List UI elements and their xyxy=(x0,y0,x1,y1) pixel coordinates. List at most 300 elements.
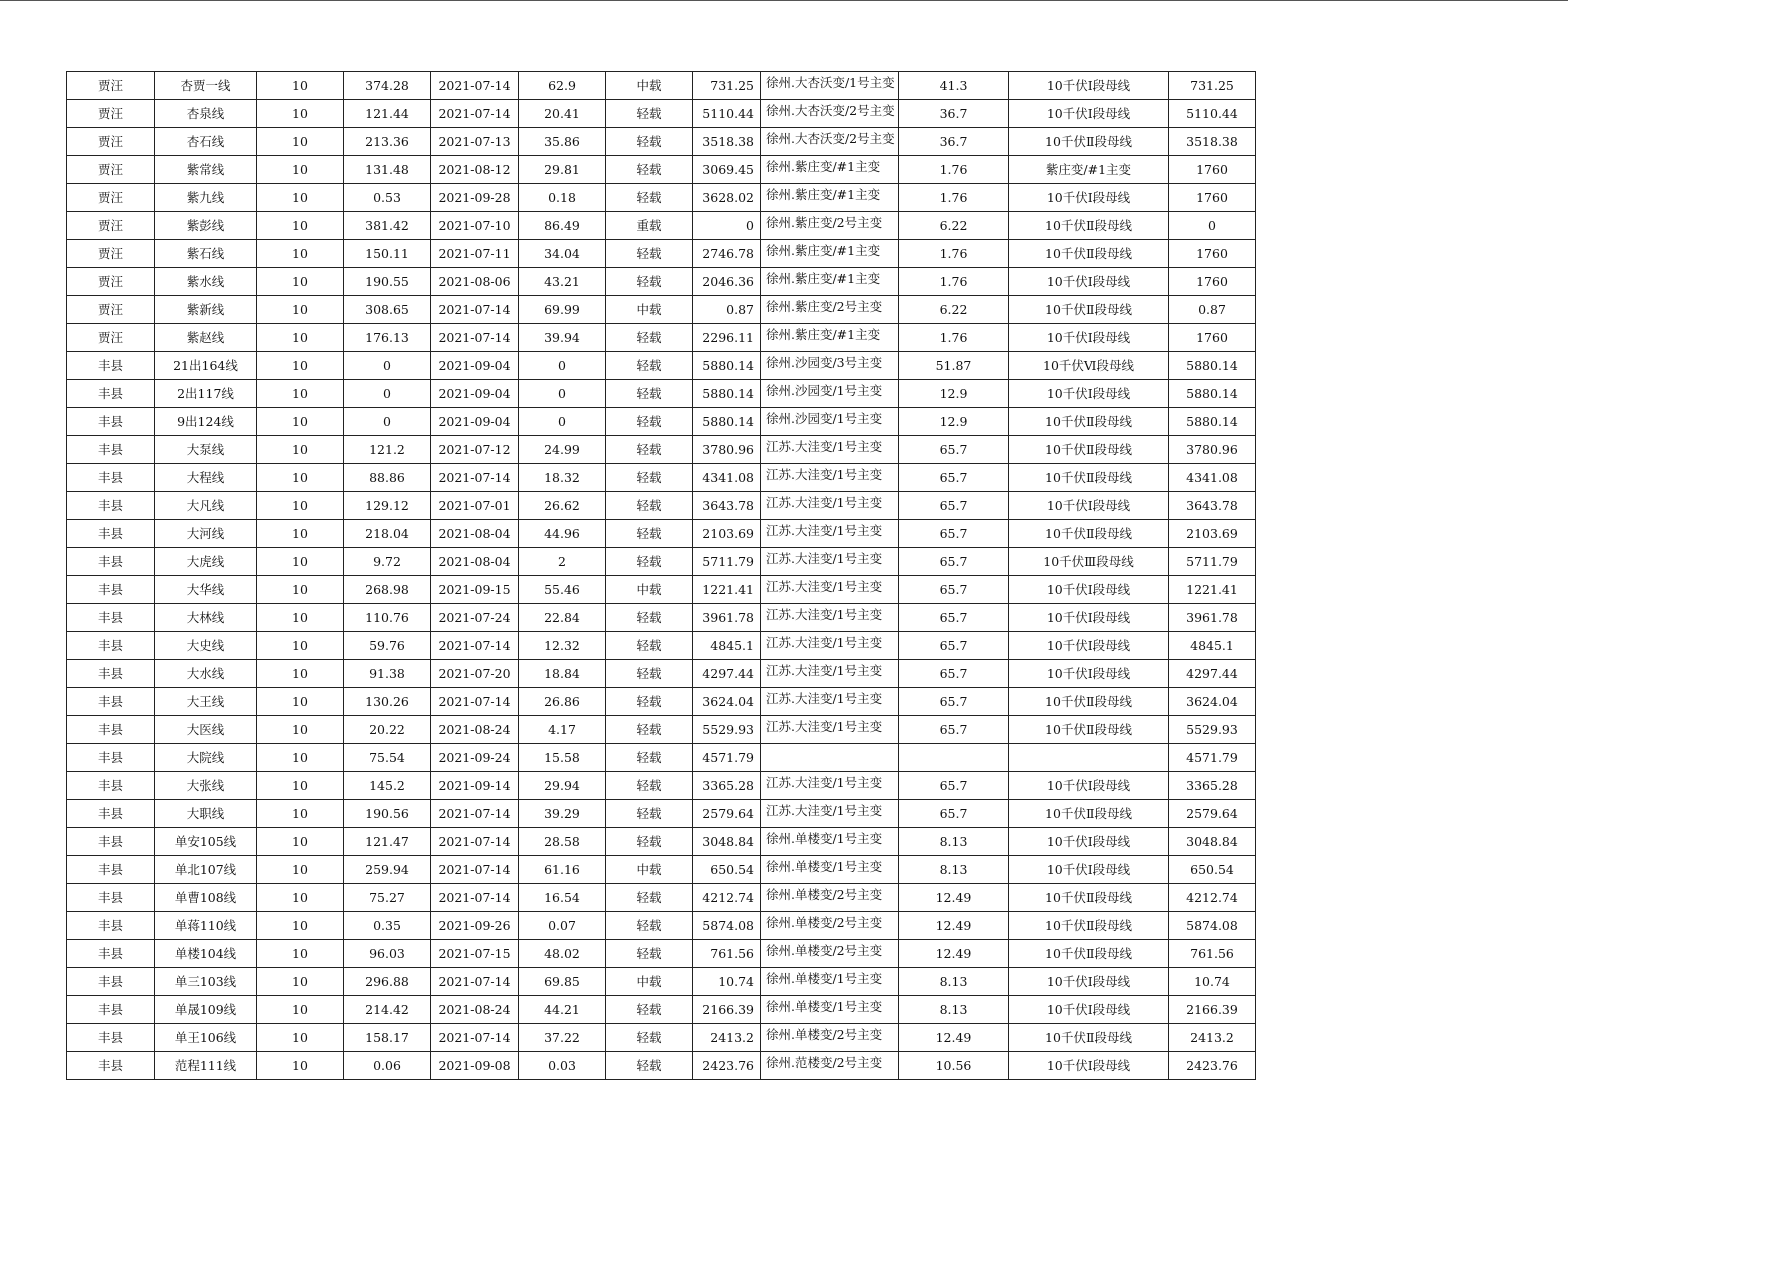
transformer-text: 徐州.大杏沃变/1号主变 xyxy=(766,75,895,90)
load-status-cell: 轻载 xyxy=(606,548,693,576)
table-row xyxy=(67,492,1256,520)
transformer-text: 徐州.紫庄变/#1主变 xyxy=(766,271,881,286)
transformer-text: 江苏.大洼变/1号主变 xyxy=(766,523,883,538)
load-rate-cell: 44.96 xyxy=(519,520,606,548)
capacity-cell: 5880.14 xyxy=(1169,380,1256,408)
district-cell: 丰县 xyxy=(67,1024,155,1052)
available-capacity-cell: 3628.02 xyxy=(693,184,761,212)
capacity-cell: 3518.38 xyxy=(1169,128,1256,156)
voltage-cell: 10 xyxy=(257,632,344,660)
voltage-cell: 10 xyxy=(257,828,344,856)
available-capacity-cell: 4571.79 xyxy=(693,744,761,772)
line-name-cell: 大林线 xyxy=(155,604,257,632)
capacity-cell: 2166.39 xyxy=(1169,996,1256,1024)
transformer-rate-cell: 8.13 xyxy=(899,856,1009,884)
capacity-cell: 1760 xyxy=(1169,240,1256,268)
transformer-rate-cell: 12.49 xyxy=(899,1024,1009,1052)
load-rate-cell: 24.99 xyxy=(519,436,606,464)
transformer-cell xyxy=(761,688,899,716)
district-cell: 贾汪 xyxy=(67,212,155,240)
date-cell: 2021-07-14 xyxy=(431,632,519,660)
line-name-cell: 大河线 xyxy=(155,520,257,548)
transformer-rate-cell: 65.7 xyxy=(899,576,1009,604)
transformer-rate-cell: 65.7 xyxy=(899,548,1009,576)
line-name-cell: 大水线 xyxy=(155,660,257,688)
date-cell: 2021-07-14 xyxy=(431,1024,519,1052)
available-capacity-cell: 0.87 xyxy=(693,296,761,324)
load-status-cell: 轻载 xyxy=(606,940,693,968)
transformer-text: 徐州.单楼变/2号主变 xyxy=(766,943,883,958)
busbar-cell: 10千伏Ⅱ段母线 xyxy=(1009,296,1169,324)
busbar-cell: 10千伏Ⅰ段母线 xyxy=(1009,492,1169,520)
transformer-text: 徐州.沙园变/1号主变 xyxy=(766,383,883,398)
transformer-text: 徐州.紫庄变/#1主变 xyxy=(766,187,881,202)
district-cell: 贾汪 xyxy=(67,240,155,268)
date-cell: 2021-07-24 xyxy=(431,604,519,632)
transformer-rate-cell: 51.87 xyxy=(899,352,1009,380)
load-rate-cell: 28.58 xyxy=(519,828,606,856)
district-cell: 丰县 xyxy=(67,380,155,408)
district-cell: 丰县 xyxy=(67,576,155,604)
capacity-cell: 10.74 xyxy=(1169,968,1256,996)
load-status-cell: 轻载 xyxy=(606,128,693,156)
load-rate-cell: 86.49 xyxy=(519,212,606,240)
transformer-cell xyxy=(761,912,899,940)
capacity-cell: 3961.78 xyxy=(1169,604,1256,632)
capacity-cell: 4341.08 xyxy=(1169,464,1256,492)
voltage-cell: 10 xyxy=(257,100,344,128)
capacity-cell: 2579.64 xyxy=(1169,800,1256,828)
table-row xyxy=(67,72,1256,100)
capacity-cell: 0.87 xyxy=(1169,296,1256,324)
available-capacity-cell: 3365.28 xyxy=(693,772,761,800)
transformer-cell xyxy=(761,520,899,548)
transformer-cell xyxy=(761,996,899,1024)
district-cell: 丰县 xyxy=(67,884,155,912)
line-name-cell: 9出124线 xyxy=(155,408,257,436)
busbar-cell: 10千伏Ⅰ段母线 xyxy=(1009,632,1169,660)
feeder-load-table xyxy=(66,71,1256,1080)
line-name-cell: 杏泉线 xyxy=(155,100,257,128)
load-status-cell: 轻载 xyxy=(606,1024,693,1052)
table-row xyxy=(67,1052,1256,1080)
transformer-cell xyxy=(761,408,899,436)
busbar-cell: 10千伏Ⅰ段母线 xyxy=(1009,996,1169,1024)
table-row xyxy=(67,772,1256,800)
capacity-cell: 3365.28 xyxy=(1169,772,1256,800)
date-cell: 2021-07-14 xyxy=(431,856,519,884)
date-cell: 2021-08-06 xyxy=(431,268,519,296)
available-capacity-cell: 2046.36 xyxy=(693,268,761,296)
load-rate-cell: 12.32 xyxy=(519,632,606,660)
district-cell: 丰县 xyxy=(67,604,155,632)
load-status-cell: 轻载 xyxy=(606,156,693,184)
date-cell: 2021-07-14 xyxy=(431,72,519,100)
district-cell: 丰县 xyxy=(67,996,155,1024)
load-rate-cell: 43.21 xyxy=(519,268,606,296)
table-row xyxy=(67,128,1256,156)
date-cell: 2021-07-12 xyxy=(431,436,519,464)
busbar-cell: 10千伏Ⅰ段母线 xyxy=(1009,660,1169,688)
voltage-cell: 10 xyxy=(257,492,344,520)
load-rate-cell: 15.58 xyxy=(519,744,606,772)
busbar-cell: 10千伏Ⅰ段母线 xyxy=(1009,772,1169,800)
capacity-cell: 1760 xyxy=(1169,324,1256,352)
transformer-rate-cell: 12.49 xyxy=(899,884,1009,912)
load-rate-cell: 34.04 xyxy=(519,240,606,268)
line-name-cell: 单晟109线 xyxy=(155,996,257,1024)
available-capacity-cell: 2166.39 xyxy=(693,996,761,1024)
current-cell: 296.88 xyxy=(344,968,431,996)
voltage-cell: 10 xyxy=(257,744,344,772)
current-cell: 131.48 xyxy=(344,156,431,184)
line-name-cell: 大医线 xyxy=(155,716,257,744)
date-cell: 2021-07-01 xyxy=(431,492,519,520)
available-capacity-cell: 3643.78 xyxy=(693,492,761,520)
table-row xyxy=(67,548,1256,576)
transformer-cell xyxy=(761,212,899,240)
voltage-cell: 10 xyxy=(257,408,344,436)
available-capacity-cell: 3961.78 xyxy=(693,604,761,632)
available-capacity-cell: 1221.41 xyxy=(693,576,761,604)
load-rate-cell: 44.21 xyxy=(519,996,606,1024)
available-capacity-cell: 2423.76 xyxy=(693,1052,761,1080)
load-rate-cell: 26.62 xyxy=(519,492,606,520)
voltage-cell: 10 xyxy=(257,380,344,408)
available-capacity-cell: 4297.44 xyxy=(693,660,761,688)
line-name-cell: 紫赵线 xyxy=(155,324,257,352)
transformer-cell xyxy=(761,828,899,856)
date-cell: 2021-07-14 xyxy=(431,100,519,128)
district-cell: 贾汪 xyxy=(67,268,155,296)
transformer-rate-cell: 65.7 xyxy=(899,492,1009,520)
load-status-cell: 中载 xyxy=(606,968,693,996)
page-top-rule xyxy=(0,0,1568,1)
district-cell: 丰县 xyxy=(67,660,155,688)
busbar-cell: 10千伏Ⅰ段母线 xyxy=(1009,72,1169,100)
voltage-cell: 10 xyxy=(257,856,344,884)
busbar-cell: 10千伏Ⅰ段母线 xyxy=(1009,828,1169,856)
busbar-cell: 10千伏Ⅱ段母线 xyxy=(1009,688,1169,716)
busbar-cell: 10千伏Ⅱ段母线 xyxy=(1009,1024,1169,1052)
table-row xyxy=(67,576,1256,604)
district-cell: 丰县 xyxy=(67,744,155,772)
table-row xyxy=(67,744,1256,772)
load-status-cell: 轻载 xyxy=(606,324,693,352)
load-status-cell: 轻载 xyxy=(606,100,693,128)
line-name-cell: 大华线 xyxy=(155,576,257,604)
table-row xyxy=(67,996,1256,1024)
district-cell: 贾汪 xyxy=(67,184,155,212)
date-cell: 2021-09-14 xyxy=(431,772,519,800)
transformer-rate-cell: 8.13 xyxy=(899,996,1009,1024)
transformer-rate-cell: 65.7 xyxy=(899,772,1009,800)
date-cell: 2021-07-14 xyxy=(431,688,519,716)
table-row xyxy=(67,856,1256,884)
district-cell: 丰县 xyxy=(67,352,155,380)
current-cell: 158.17 xyxy=(344,1024,431,1052)
load-rate-cell: 18.84 xyxy=(519,660,606,688)
current-cell: 218.04 xyxy=(344,520,431,548)
line-name-cell: 大张线 xyxy=(155,772,257,800)
available-capacity-cell: 3048.84 xyxy=(693,828,761,856)
transformer-rate-cell: 8.13 xyxy=(899,828,1009,856)
capacity-cell: 4297.44 xyxy=(1169,660,1256,688)
load-rate-cell: 18.32 xyxy=(519,464,606,492)
busbar-cell: 10千伏Ⅱ段母线 xyxy=(1009,884,1169,912)
voltage-cell: 10 xyxy=(257,184,344,212)
current-cell: 91.38 xyxy=(344,660,431,688)
transformer-rate-cell: 65.7 xyxy=(899,436,1009,464)
transformer-text: 徐州.紫庄变/#1主变 xyxy=(766,159,881,174)
date-cell: 2021-08-24 xyxy=(431,996,519,1024)
load-rate-cell: 20.41 xyxy=(519,100,606,128)
voltage-cell: 10 xyxy=(257,520,344,548)
table-row xyxy=(67,212,1256,240)
table-row xyxy=(67,800,1256,828)
voltage-cell: 10 xyxy=(257,996,344,1024)
load-rate-cell: 0 xyxy=(519,380,606,408)
load-rate-cell: 37.22 xyxy=(519,1024,606,1052)
transformer-text: 徐州.范楼变/2号主变 xyxy=(766,1055,883,1070)
district-cell: 贾汪 xyxy=(67,72,155,100)
current-cell: 88.86 xyxy=(344,464,431,492)
available-capacity-cell: 2579.64 xyxy=(693,800,761,828)
available-capacity-cell: 650.54 xyxy=(693,856,761,884)
busbar-cell: 10千伏Ⅱ段母线 xyxy=(1009,240,1169,268)
district-cell: 丰县 xyxy=(67,464,155,492)
transformer-cell xyxy=(761,576,899,604)
transformer-cell xyxy=(761,884,899,912)
transformer-cell xyxy=(761,128,899,156)
current-cell: 20.22 xyxy=(344,716,431,744)
district-cell: 贾汪 xyxy=(67,100,155,128)
transformer-text: 徐州.沙园变/3号主变 xyxy=(766,355,883,370)
district-cell: 丰县 xyxy=(67,1052,155,1080)
load-status-cell: 轻载 xyxy=(606,660,693,688)
load-status-cell: 轻载 xyxy=(606,380,693,408)
load-status-cell: 轻载 xyxy=(606,464,693,492)
current-cell: 150.11 xyxy=(344,240,431,268)
transformer-rate-cell: 12.49 xyxy=(899,940,1009,968)
capacity-cell: 5874.08 xyxy=(1169,912,1256,940)
table-row xyxy=(67,828,1256,856)
date-cell: 2021-07-14 xyxy=(431,296,519,324)
table-row xyxy=(67,268,1256,296)
current-cell: 0 xyxy=(344,408,431,436)
line-name-cell: 单三103线 xyxy=(155,968,257,996)
district-cell: 丰县 xyxy=(67,436,155,464)
transformer-text: 徐州.单楼变/2号主变 xyxy=(766,887,883,902)
load-status-cell: 轻载 xyxy=(606,184,693,212)
available-capacity-cell: 5110.44 xyxy=(693,100,761,128)
load-status-cell: 中载 xyxy=(606,296,693,324)
busbar-cell: 10千伏Ⅰ段母线 xyxy=(1009,968,1169,996)
current-cell: 121.44 xyxy=(344,100,431,128)
available-capacity-cell: 0 xyxy=(693,212,761,240)
line-name-cell: 杏贾一线 xyxy=(155,72,257,100)
line-name-cell: 单曹108线 xyxy=(155,884,257,912)
voltage-cell: 10 xyxy=(257,128,344,156)
busbar-cell: 紫庄变/#1主变 xyxy=(1009,156,1169,184)
date-cell: 2021-07-10 xyxy=(431,212,519,240)
date-cell: 2021-07-14 xyxy=(431,968,519,996)
transformer-text: 江苏.大洼变/1号主变 xyxy=(766,719,883,734)
load-rate-cell: 61.16 xyxy=(519,856,606,884)
load-rate-cell: 0.18 xyxy=(519,184,606,212)
busbar-cell: 10千伏Ⅲ段母线 xyxy=(1009,548,1169,576)
load-status-cell: 轻载 xyxy=(606,912,693,940)
transformer-rate-cell: 65.7 xyxy=(899,716,1009,744)
date-cell: 2021-09-08 xyxy=(431,1052,519,1080)
line-name-cell: 紫新线 xyxy=(155,296,257,324)
busbar-cell: 10千伏Ⅰ段母线 xyxy=(1009,324,1169,352)
busbar-cell: 10千伏Ⅱ段母线 xyxy=(1009,716,1169,744)
transformer-rate-cell: 65.7 xyxy=(899,660,1009,688)
available-capacity-cell: 5880.14 xyxy=(693,380,761,408)
voltage-cell: 10 xyxy=(257,576,344,604)
table-row xyxy=(67,156,1256,184)
transformer-cell xyxy=(761,548,899,576)
district-cell: 贾汪 xyxy=(67,128,155,156)
capacity-cell: 1760 xyxy=(1169,156,1256,184)
load-rate-cell: 16.54 xyxy=(519,884,606,912)
transformer-text: 徐州.紫庄变/#1主变 xyxy=(766,327,881,342)
table-body xyxy=(67,72,1256,1080)
transformer-text: 江苏.大洼变/1号主变 xyxy=(766,467,883,482)
date-cell: 2021-07-20 xyxy=(431,660,519,688)
available-capacity-cell: 5529.93 xyxy=(693,716,761,744)
transformer-cell xyxy=(761,856,899,884)
current-cell: 190.56 xyxy=(344,800,431,828)
busbar-cell: 10千伏Ⅱ段母线 xyxy=(1009,520,1169,548)
transformer-text: 江苏.大洼变/1号主变 xyxy=(766,579,883,594)
transformer-cell xyxy=(761,464,899,492)
load-rate-cell: 0.03 xyxy=(519,1052,606,1080)
transformer-text: 徐州.紫庄变/#1主变 xyxy=(766,243,881,258)
voltage-cell: 10 xyxy=(257,716,344,744)
transformer-rate-cell: 12.49 xyxy=(899,912,1009,940)
busbar-cell: 10千伏Ⅰ段母线 xyxy=(1009,856,1169,884)
transformer-cell xyxy=(761,1052,899,1080)
table-row xyxy=(67,380,1256,408)
table-row xyxy=(67,1024,1256,1052)
current-cell: 190.55 xyxy=(344,268,431,296)
transformer-cell xyxy=(761,352,899,380)
transformer-text: 徐州.大杏沃变/2号主变 xyxy=(766,131,895,146)
date-cell: 2021-09-04 xyxy=(431,380,519,408)
voltage-cell: 10 xyxy=(257,940,344,968)
voltage-cell: 10 xyxy=(257,660,344,688)
capacity-cell: 1221.41 xyxy=(1169,576,1256,604)
load-rate-cell: 29.81 xyxy=(519,156,606,184)
transformer-text: 徐州.单楼变/1号主变 xyxy=(766,859,883,874)
date-cell: 2021-09-28 xyxy=(431,184,519,212)
capacity-cell: 761.56 xyxy=(1169,940,1256,968)
table-row xyxy=(67,968,1256,996)
load-rate-cell: 29.94 xyxy=(519,772,606,800)
current-cell: 145.2 xyxy=(344,772,431,800)
load-rate-cell: 35.86 xyxy=(519,128,606,156)
transformer-text: 江苏.大洼变/1号主变 xyxy=(766,607,883,622)
busbar-cell: 10千伏Ⅱ段母线 xyxy=(1009,212,1169,240)
table-row xyxy=(67,184,1256,212)
district-cell: 贾汪 xyxy=(67,296,155,324)
table-row xyxy=(67,240,1256,268)
capacity-cell: 5529.93 xyxy=(1169,716,1256,744)
load-rate-cell: 0 xyxy=(519,408,606,436)
transformer-text: 江苏.大洼变/1号主变 xyxy=(766,439,883,454)
transformer-rate-cell: 36.7 xyxy=(899,128,1009,156)
load-status-cell: 重载 xyxy=(606,212,693,240)
busbar-cell: 10千伏Ⅱ段母线 xyxy=(1009,800,1169,828)
available-capacity-cell: 2413.2 xyxy=(693,1024,761,1052)
district-cell: 丰县 xyxy=(67,968,155,996)
current-cell: 213.36 xyxy=(344,128,431,156)
capacity-cell: 3643.78 xyxy=(1169,492,1256,520)
available-capacity-cell: 5880.14 xyxy=(693,352,761,380)
current-cell: 308.65 xyxy=(344,296,431,324)
busbar-cell: 10千伏Ⅱ段母线 xyxy=(1009,912,1169,940)
load-rate-cell: 22.84 xyxy=(519,604,606,632)
load-status-cell: 中载 xyxy=(606,72,693,100)
transformer-cell xyxy=(761,436,899,464)
current-cell: 130.26 xyxy=(344,688,431,716)
load-rate-cell: 39.94 xyxy=(519,324,606,352)
load-status-cell: 轻载 xyxy=(606,772,693,800)
date-cell: 2021-09-04 xyxy=(431,352,519,380)
transformer-cell xyxy=(761,324,899,352)
transformer-rate-cell xyxy=(899,744,1009,772)
available-capacity-cell: 5711.79 xyxy=(693,548,761,576)
transformer-rate-cell: 65.7 xyxy=(899,800,1009,828)
district-cell: 贾汪 xyxy=(67,324,155,352)
voltage-cell: 10 xyxy=(257,772,344,800)
line-name-cell: 大职线 xyxy=(155,800,257,828)
table-row xyxy=(67,884,1256,912)
load-rate-cell: 48.02 xyxy=(519,940,606,968)
current-cell: 381.42 xyxy=(344,212,431,240)
transformer-text: 徐州.单楼变/2号主变 xyxy=(766,915,883,930)
table-row xyxy=(67,436,1256,464)
transformer-text: 徐州.单楼变/1号主变 xyxy=(766,831,883,846)
line-name-cell: 大王线 xyxy=(155,688,257,716)
load-status-cell: 轻载 xyxy=(606,268,693,296)
date-cell: 2021-07-14 xyxy=(431,884,519,912)
busbar-cell: 10千伏Ⅰ段母线 xyxy=(1009,184,1169,212)
district-cell: 丰县 xyxy=(67,716,155,744)
district-cell: 丰县 xyxy=(67,548,155,576)
transformer-rate-cell: 1.76 xyxy=(899,184,1009,212)
capacity-cell: 2423.76 xyxy=(1169,1052,1256,1080)
current-cell: 75.27 xyxy=(344,884,431,912)
capacity-cell: 5880.14 xyxy=(1169,408,1256,436)
available-capacity-cell: 2296.11 xyxy=(693,324,761,352)
load-rate-cell: 69.99 xyxy=(519,296,606,324)
transformer-cell xyxy=(761,968,899,996)
load-status-cell: 轻载 xyxy=(606,744,693,772)
capacity-cell: 4212.74 xyxy=(1169,884,1256,912)
transformer-rate-cell: 8.13 xyxy=(899,968,1009,996)
voltage-cell: 10 xyxy=(257,1024,344,1052)
transformer-cell xyxy=(761,184,899,212)
voltage-cell: 10 xyxy=(257,296,344,324)
capacity-cell: 3624.04 xyxy=(1169,688,1256,716)
current-cell: 268.98 xyxy=(344,576,431,604)
voltage-cell: 10 xyxy=(257,72,344,100)
date-cell: 2021-07-15 xyxy=(431,940,519,968)
current-cell: 9.72 xyxy=(344,548,431,576)
